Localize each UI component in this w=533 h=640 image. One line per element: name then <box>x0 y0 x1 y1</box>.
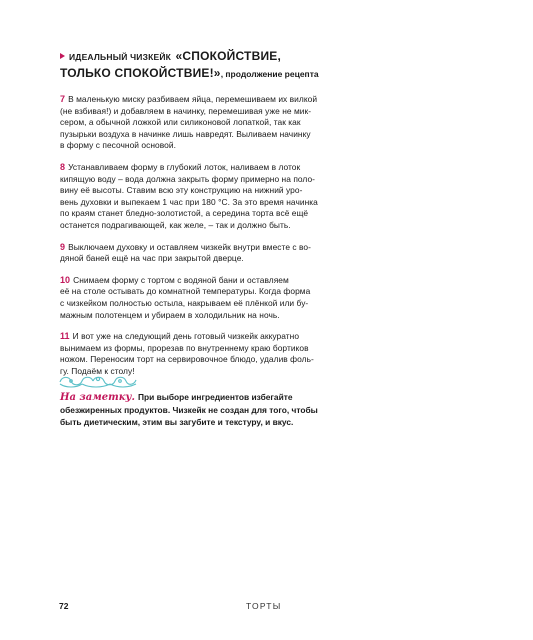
note-text-line-1: При выборе ингредиентов избегайте <box>137 392 293 402</box>
step-text: вину её высоты. Ставим всю эту конструкцию на нижний уро- <box>60 185 303 196</box>
note-line <box>60 391 360 404</box>
step-text: Выключаем духовку и оставляем чизкейк внутри вместе с во- <box>68 241 311 252</box>
section-title: ТОРТЫ <box>246 601 282 611</box>
step-line <box>60 174 360 186</box>
page-number: 72 <box>59 601 69 611</box>
step-line <box>60 310 360 322</box>
step-line <box>60 197 360 209</box>
step-line <box>60 117 360 129</box>
recipe-steps <box>60 94 360 387</box>
step-line <box>60 94 360 106</box>
step-line <box>60 354 360 366</box>
recipe-step-10 <box>60 275 360 321</box>
step-line <box>60 286 360 298</box>
triangle-bullet-icon <box>60 53 65 59</box>
step-number: 9 <box>60 241 66 252</box>
step-text: по краям станет бледно-золотистой, а середина торта всё ещё <box>60 208 309 219</box>
step-text: в форму с песочной основой. <box>60 140 176 151</box>
step-line <box>60 343 360 355</box>
header-suffix: , продолжение рецепта <box>220 69 319 79</box>
note-label: На заметку. <box>60 392 135 403</box>
step-line <box>60 220 360 232</box>
recipe-step-11 <box>60 331 360 377</box>
step-line <box>60 242 360 254</box>
step-text: с чизкейком полностью остыла, накрываем её плёнкой или бу- <box>60 297 309 308</box>
step-text: ножом. Переносим торт на сервировочное блюдо, удалив фоль- <box>60 354 314 365</box>
step-text: пузырьки воздуха в начинке лишь навредят. Выливаем начинку <box>60 128 311 139</box>
header-title-line-2: ТОЛЬКО СПОКОЙСТВИЕ!» <box>60 66 221 80</box>
header-line-1 <box>60 48 480 65</box>
step-text: гу. Подаём к столу! <box>60 365 135 376</box>
recipe-header <box>60 48 480 82</box>
step-line <box>60 253 360 265</box>
header-title-line-1: «СПОКОЙСТВИЕ, <box>175 49 282 63</box>
step-line <box>60 106 360 118</box>
recipe-step-9 <box>60 242 360 265</box>
step-number: 7 <box>60 94 66 104</box>
step-number: 11 <box>60 331 70 342</box>
step-text: сером, а обычной ложкой или силиконовой лопаткой, так как <box>60 117 301 128</box>
recipe-step-7 <box>60 94 360 152</box>
step-text: вынимаем из формы, прорезав по внутреннему краю бортиков <box>60 342 309 353</box>
step-line <box>60 208 360 220</box>
step-line <box>60 140 360 152</box>
header-line-2 <box>60 65 480 82</box>
step-line <box>60 185 360 197</box>
step-text: В маленькую миску разбиваем яйца, перемешиваем их вилкой <box>68 94 318 104</box>
step-line <box>60 162 360 174</box>
step-line <box>60 275 360 287</box>
note-text-line-2: обезжиренных продуктов. Чизкейк не создан для того, чтобы <box>60 405 318 415</box>
swirl-ornament-icon <box>58 373 138 389</box>
step-line <box>60 129 360 141</box>
step-text: вень духовки и выпекаем 1 час при 180 °С. За это время начинка <box>60 196 318 207</box>
step-text: Снимаем форму с тортом с водяной бани и оставляем <box>73 274 289 285</box>
step-text: дяной баней ещё на час при закрытой дверце. <box>60 253 244 264</box>
recipe-step-8 <box>60 162 360 232</box>
step-number: 10 <box>60 274 71 285</box>
step-number: 8 <box>60 161 66 172</box>
step-text: кипящую воду – вода должна закрыть форму примерно на поло- <box>60 173 316 184</box>
note-block <box>60 391 360 428</box>
step-line <box>60 331 360 343</box>
header-prefix: ИДЕАЛЬНЫЙ ЧИЗКЕЙК <box>69 52 172 62</box>
step-text: Устанавливаем форму в глубокий лоток, наливаем в лоток <box>68 161 301 172</box>
note-text-line-3: быть диетическим, этим вы загубите и текстуру, и вкус. <box>60 417 294 427</box>
step-text: (не взбивая!) и добавляем в начинку, перемешивая уже не мик- <box>60 105 312 116</box>
step-text: останется подрагивающей, как желе, – так и должно быть. <box>60 219 291 230</box>
step-line <box>60 298 360 310</box>
step-text: мажным полотенцем и убираем в холодильник на ночь. <box>60 309 280 320</box>
step-text: её на столе остывать до комнатной температуры. Когда форма <box>60 286 311 297</box>
step-text: И вот уже на следующий день готовый чизкейк аккуратно <box>72 331 300 342</box>
